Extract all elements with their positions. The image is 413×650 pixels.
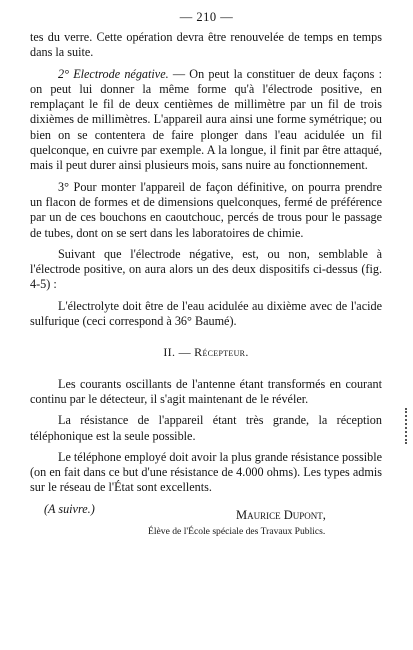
paragraph-telephone: Le téléphone employé doit avoir la plus grande résistance possible (on en fait dans ce but d'une résistance de 4.000 ohms). Les types admis sur le réseau de l'État sont excellents. [30, 449, 382, 495]
author-affiliation: Élève de l'École spéciale des Travaux Publics. [148, 525, 326, 537]
negative-electrode-text: — On peut la constituer de deux façons : on peut lui donner la même forme qu'à l'électrode positive, en remplaçant le fil de deux centièmes de millimètre par un fil de trois dixièmes de millimètres. L'appareil aura ainsi une forme symétrique; ou bien on se contentera de faire plonger dans l'eau acidulée un fil quelconque, en cuivre par exemple. A la longue, il finit par être attaqué, mais il peut durer ainsi plusieurs mois, sans nuire au fonctionnement. [30, 66, 383, 173]
paragraph-oscillating-currents: Les courants oscillants de l'antenne étant transformés en courant continu par le détecteur, il s'agit maintenant de le révéler. [30, 376, 382, 406]
signature-block [30, 502, 382, 540]
text-column [30, 30, 382, 540]
paragraph-negative-electrode [30, 67, 382, 174]
page-edge-mark [405, 408, 411, 444]
paragraph-arrangement: Suivant que l'électrode négative, est, ou non, semblable à l'électrode positive, on aura alors un des deux dispositifs ci-dessus (fig. 4-5) : [30, 246, 382, 292]
paragraph-continuation: tes du verre. Cette opération devra être renouvelée de temps en temps dans la suite. [30, 30, 382, 60]
paragraph-mounting: 3° Pour monter l'appareil de façon définitive, on pourra prendre un flacon de formes et de dimensions quelconques, fermé de préférence par un de ces bouchons en caoutchouc, percés de trous pour le passage de tubes, dont on se sert dans les laboratoires de chimie. [30, 179, 382, 240]
page-number: — 210 — [179, 10, 234, 24]
paragraph-resistance: La résistance de l'appareil étant très grande, la réception téléphonique est la seule possible. [30, 413, 382, 443]
section-heading: II. — Récepteur. [163, 345, 249, 360]
to-be-continued: (A suivre.) [44, 501, 95, 516]
negative-electrode-label: 2° Electrode négative. [58, 66, 169, 81]
paragraph-electrolyte: L'électrolyte doit être de l'eau acidulée au dixième avec de l'acide sulfurique (ceci correspond à 36° Baumé). [30, 298, 382, 329]
author-name: Maurice Dupont, [236, 507, 326, 522]
